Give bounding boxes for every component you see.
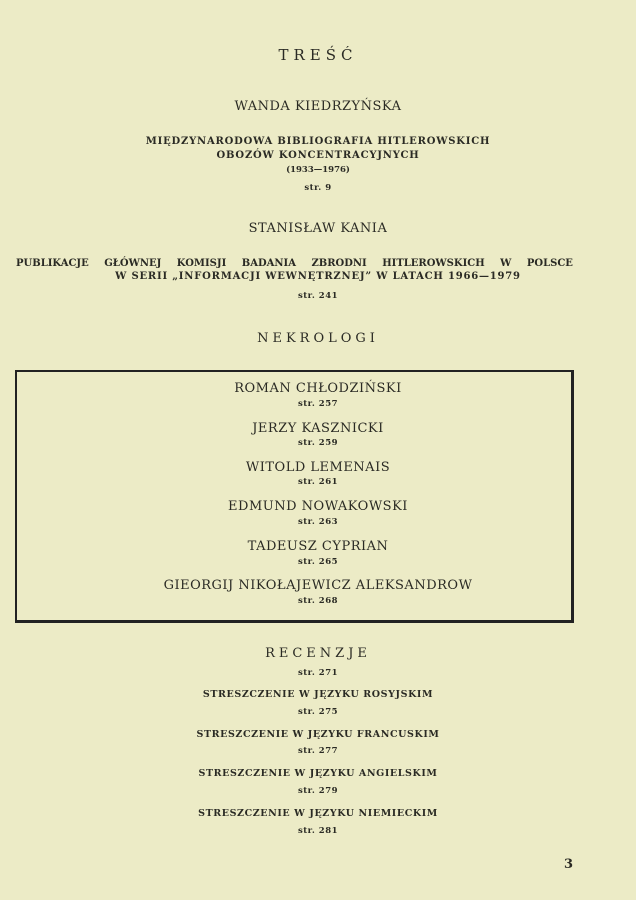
obituary-page: str. 263 [297, 517, 339, 527]
article-author: STANISŁAW KANIA [248, 221, 388, 236]
article-title-line [16, 258, 573, 269]
obituaries-heading: NEKROLOGI [257, 331, 379, 346]
summary-page: str. 279 [297, 786, 339, 796]
article-years: (1933—1976) [286, 165, 350, 175]
article-title-line: W SERII „INFORMACJI WEWNĘTRZNEJ” W LATACH 1966—1979 [115, 271, 521, 282]
title-word: POLSCE [526, 258, 573, 269]
page-title: TREŚĆ [278, 46, 358, 64]
reviews-heading: RECENZJE [265, 646, 371, 661]
obituary-name: TADEUSZ CYPRIAN [247, 539, 389, 554]
obituary-name: EDMUND NOWAKOWSKI [228, 499, 408, 514]
article-page: str. 9 [304, 183, 332, 193]
title-word: ZBRODNI [311, 258, 367, 269]
summary-title: STRESZCZENIE W JĘZYKU ANGIELSKIM [198, 768, 438, 779]
article-title-line: OBOZÓW KONCENTRACYJNYCH [216, 150, 420, 161]
obituary-name: WITOLD LEMENAIS [245, 460, 391, 475]
obituary-page: str. 257 [297, 399, 339, 409]
obituary-name: GIEORGIJ NIKOŁAJEWICZ ALEKSANDROW [163, 578, 473, 593]
title-word: PUBLIKACJE [16, 258, 89, 269]
article-author: WANDA KIEDRZYŃSKA [234, 99, 402, 114]
summary-title: STRESZCZENIE W JĘZYKU ROSYJSKIM [202, 689, 434, 700]
title-word: KOMISJI [176, 258, 227, 269]
title-word: HITLEROWSKICH [382, 258, 485, 269]
obituary-name: JERZY KASZNICKI [252, 421, 384, 436]
title-word: BADANIA [241, 258, 296, 269]
article-page: str. 241 [297, 291, 339, 301]
obituary-page: str. 259 [297, 438, 339, 448]
page-number: 3 [564, 857, 574, 872]
title-word: GŁÓWNEJ [104, 258, 162, 269]
summary-page: str. 281 [297, 826, 339, 836]
obituary-page: str. 268 [297, 596, 339, 606]
summary-title: STRESZCZENIE W JĘZYKU NIEMIECKIM [198, 808, 438, 819]
article-title-line: MIĘDZYNARODOWA BIBLIOGRAFIA HITLEROWSKICH [145, 136, 491, 147]
reviews-page: str. 271 [297, 668, 339, 678]
title-word: W [500, 258, 512, 269]
summary-page: str. 275 [297, 707, 339, 717]
obituary-page: str. 265 [297, 557, 339, 567]
summary-page: str. 277 [297, 746, 339, 756]
summary-title: STRESZCZENIE W JĘZYKU FRANCUSKIM [196, 729, 440, 740]
obituary-name: ROMAN CHŁODZIŃSKI [234, 381, 402, 396]
obituary-page: str. 261 [297, 477, 339, 487]
